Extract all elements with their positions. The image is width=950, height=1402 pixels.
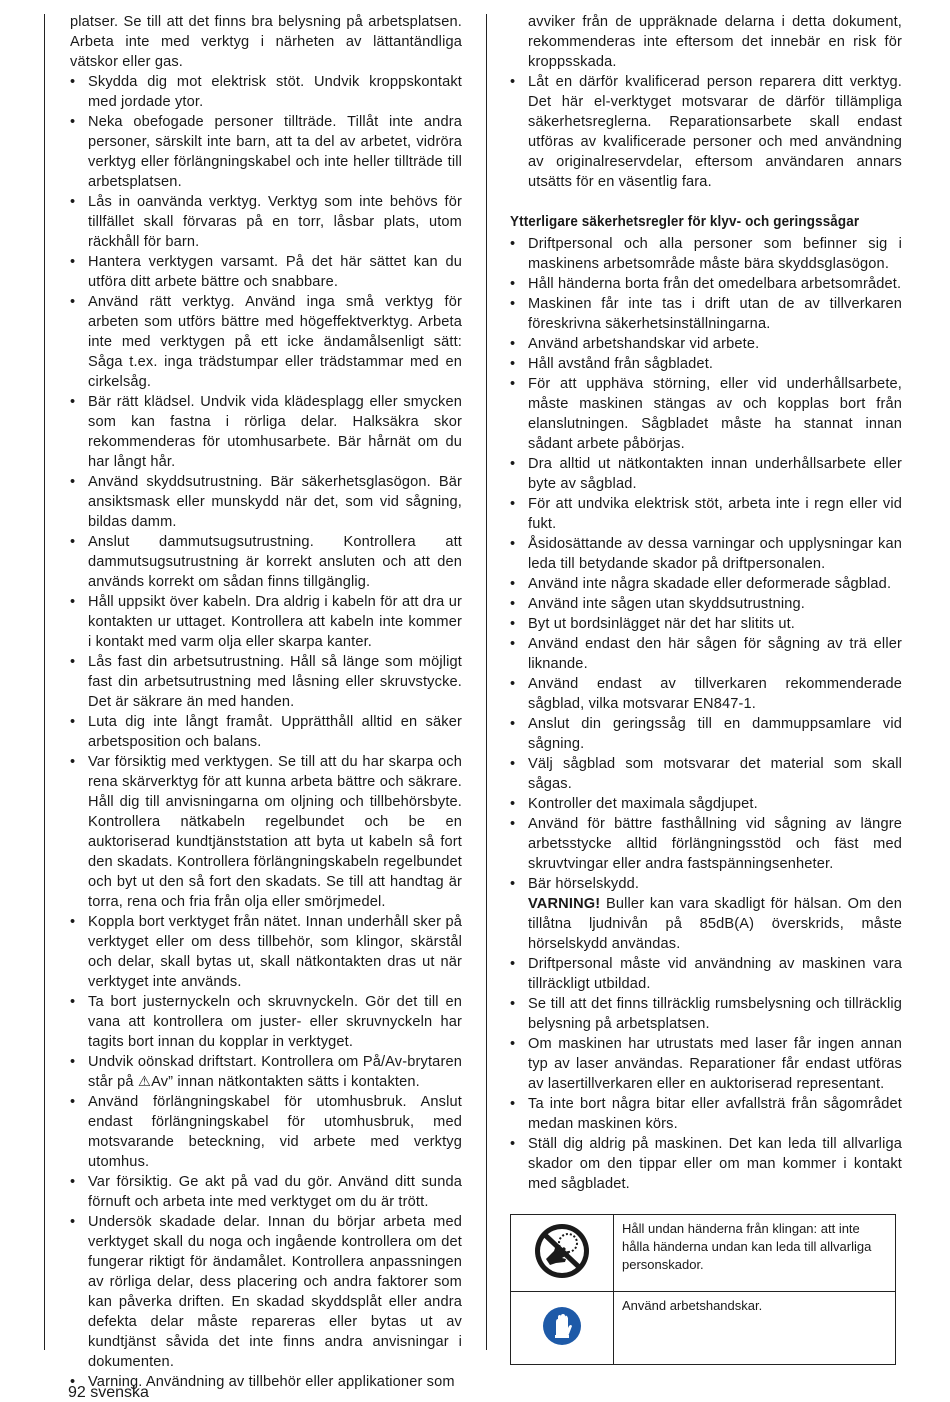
right-column bbox=[510, 12, 902, 1194]
saw-safety-list-continued bbox=[510, 954, 902, 1194]
list-item: • Koppla bort verktyget från nätet. Innan underhåll sker på verktyget eller om dess tillbehör, som klingor, skärstål och delar, skall bytas ut, skall nätkontakten dras ut när verktyget inte används. bbox=[70, 912, 462, 992]
list-item: • Driftpersonal måste vid användning av maskinen vara tillräckligt utbildad. bbox=[510, 954, 902, 994]
list-item: • Var försiktig. Ge akt på vad du gör. Använd ditt sunda förnuft och arbeta inte med verktyget om du är trött. bbox=[70, 1172, 462, 1212]
list-item: • Lås fast din arbetsutrustning. Håll så länge som möjligt fast din arbetsutrustning med låsning eller skruvstycke. Det är säkrare än med handen. bbox=[70, 652, 462, 712]
list-item: • Luta dig inte långt framåt. Upprätthåll alltid en säker arbetsposition och balans. bbox=[70, 712, 462, 752]
symbol-text: Använd arbetshandskar. bbox=[614, 1292, 896, 1365]
list-item: • Använd inte sågen utan skyddsutrustning. bbox=[510, 594, 902, 614]
list-item: • Hantera verktygen varsamt. På det här sättet kan du utföra ditt arbete bättre och snabbare. bbox=[70, 252, 462, 292]
list-item: • Använd rätt verktyg. Använd inga små verktyg för arbeten som utförs bättre med högeffektverktyg. Arbeta inte med verktygen på ett icke ändamålsenligt sätt: Såga t.ex. inga trädstumpar eller trädstammar med en cirkelsåg. bbox=[70, 292, 462, 392]
list-item: • Undvik oönskad driftstart. Kontrollera om På/Av-brytaren står på ⚠Av” innan nätkontakten sätts i kontakten. bbox=[70, 1052, 462, 1092]
warning-text: Buller kan vara skadligt för hälsan. Om den tillåtna ljudnivån på 85dB(A) överskrids, måste hörselskydd användas. bbox=[528, 896, 902, 952]
list-item: • Använd skyddsutrustning. Bär säkerhetsglasögon. Bär ansiktsmask eller munskydd när det, som vid sågning, bildas damm. bbox=[70, 472, 462, 532]
list-item: • Håll uppsikt över kabeln. Dra aldrig i kabeln för att dra ur kontakten ur uttaget. Kontrollera att kabeln inte kommer i kontakt med varm olja eller skarpa kanter. bbox=[70, 592, 462, 652]
list-item: • Byt ut bordsinlägget när det har slitits ut. bbox=[510, 614, 902, 634]
list-item: • Anslut din geringssåg till en dammuppsamlare vid sågning. bbox=[510, 714, 902, 754]
symbol-text: Håll undan händerna från klingan: att inte hålla händerna undan kan leda till allvarliga personskador. bbox=[614, 1215, 896, 1292]
list-item: • Bär hörselskydd. bbox=[510, 874, 902, 894]
list-item: • Ta bort justernyckeln och skruvnyckeln. Gör det till en vana att kontrollera om juster- eller skruvnyckeln har tagits bort innan du kopplar in verktyget. bbox=[70, 992, 462, 1052]
symbol-cell bbox=[511, 1292, 614, 1365]
left-safety-list bbox=[70, 72, 462, 1392]
warning-block bbox=[510, 894, 902, 954]
list-item: • Använd för bättre fasthållning vid sågning av längre arbetsstycke alltid förlängningsstöd och fäst med skruvtvingar eller andra fastspänningsenheter. bbox=[510, 814, 902, 874]
list-item: • För att undvika elektrisk stöt, arbeta inte i regn eller vid fukt. bbox=[510, 494, 902, 534]
warning-label: VARNING! bbox=[528, 896, 601, 912]
list-item: • Ställ dig aldrig på maskinen. Det kan leda till allvarliga skador om den tippar eller om man kommer i kontakt med sågbladet. bbox=[510, 1134, 902, 1194]
list-item: • För att upphäva störning, eller vid underhållsarbete, måste maskinen stängas av och kopplas bort från elanslutningen. Sågbladet måste ha stannat innan sådant arbete påbörjas. bbox=[510, 374, 902, 454]
intro-paragraph: platser. Se till att det finns bra belysning på arbetsplatsen. Arbeta inte med verktyg i närheten av lättantändliga vätskor eller gas. bbox=[70, 14, 462, 70]
list-item: • Välj sågblad som motsvarar det material som skall sågas. bbox=[510, 754, 902, 794]
list-item: • Driftpersonal och alla personer som befinner sig i maskinens arbetsområde måste bära skyddsglasögon. bbox=[510, 234, 902, 274]
list-item: • Skydda dig mot elektrisk stöt. Undvik kroppskontakt med jordade ytor. bbox=[70, 72, 462, 112]
symbol-row bbox=[511, 1292, 896, 1365]
list-item: • Kontroller det maximala sågdjupet. bbox=[510, 794, 902, 814]
page-footer: 92 svenska bbox=[68, 1384, 149, 1401]
list-item: • Dra alltid ut nätkontakten innan underhållsarbete eller byte av sågblad. bbox=[510, 454, 902, 494]
wear-gloves-icon bbox=[542, 1306, 582, 1346]
column-divider bbox=[486, 14, 487, 1350]
symbol-cell bbox=[511, 1215, 614, 1292]
list-item: • Om maskinen har utrustats med laser får ingen annan typ av laser användas. Reparationer får endast utföras av lasertillverkaren eller en auktoriserad representant. bbox=[510, 1034, 902, 1094]
no-hands-near-blade-icon bbox=[532, 1221, 592, 1281]
warning-paragraph bbox=[510, 894, 902, 954]
list-item: • Använd förlängningskabel för utomhusbruk. Anslut endast förlängningskabel för utomhusbruk, med motsvarande beteckning, vid arbete med verktyg utomhus. bbox=[70, 1092, 462, 1172]
left-column bbox=[70, 12, 462, 1392]
list-item: • Håll avstånd från sågbladet. bbox=[510, 354, 902, 374]
list-item: • Lås in oanvända verktyg. Verktyg som inte behövs för tillfället skall förvaras på en torr, låsbar plats, utom räckhåll för barn. bbox=[70, 192, 462, 252]
list-item: • Maskinen får inte tas i drift utan de av tillverkaren föreskrivna säkerhetsinställningarna. bbox=[510, 294, 902, 334]
list-item: • Neka obefogade personer tillträde. Tillåt inte andra personer, särskilt inte barn, att ta del av arbetet, vidröra verktyg eller förlängningskabel och inte heller tillträde till arbetsplatsen. bbox=[70, 112, 462, 192]
section-heading: Ytterligare säkerhetsregler för klyv- och geringssågar bbox=[510, 214, 860, 230]
list-item: • Bär rätt klädsel. Undvik vida klädesplagg eller smycken som kan fastna i rörliga delar. Halksäkra skor rekommenderas för utomhusarbete. Bär hårnät om du har långt hår. bbox=[70, 392, 462, 472]
saw-safety-list bbox=[510, 234, 902, 894]
symbol-table bbox=[510, 1214, 896, 1365]
list-item: • Använd inte några skadade eller deformerade sågblad. bbox=[510, 574, 902, 594]
symbol-row bbox=[511, 1215, 896, 1292]
list-item: • Var försiktig med verktygen. Se till att du har skarpa och rena skärverktyg för att kunna arbeta bättre och säkrare. Håll dig till anvisningarna om oljning och tillbehörsbyte. Kontrollera nätkabeln regelbundet och be en auktoriserad kundtjänststation att byta ut kabeln så fort den skadats. Kontrollera förlängningskabeln regelbundet och byt ut den så fort den skadats. Se till att handtag är torra, rena och fria från olja eller smörjmedel. bbox=[70, 752, 462, 912]
list-item: • Undersök skadade delar. Innan du börjar arbeta med verktyget skall du noga och ingående kontrollera om det fungerar riktigt för ändamålet. Kontrollera anpassningen av rörliga delar, dess placering och andra faktorer som kan påverka driften. En skadad skyddsplåt eller andra defekta delar måste repareras eller bytas ut av kundtjänst såvida det inte finns andra anvisningar i dokumenten. bbox=[70, 1212, 462, 1372]
list-item: • Använd arbetshandskar vid arbete. bbox=[510, 334, 902, 354]
list-item: • Håll händerna borta från det omedelbara arbetsområdet. bbox=[510, 274, 902, 294]
continued-paragraph: avviker från de uppräknade delarna i detta dokument, rekommenderas inte eftersom det innebär en risk för kroppsskada. bbox=[528, 14, 902, 70]
list-item: • Åsidosättande av dessa varningar och upplysningar kan leda till betydande skador på driftpersonalen. bbox=[510, 534, 902, 574]
list-item: • Använd endast den här sågen för sågning av trä eller liknande. bbox=[510, 634, 902, 674]
list-item: • Använd endast av tillverkaren rekommenderade sågblad, vilka motsvarar EN847-1. bbox=[510, 674, 902, 714]
list-item: • Ta inte bort några bitar eller avfallsträ från sågområdet medan maskinen körs. bbox=[510, 1094, 902, 1134]
list-item: • Varning. Användning av tillbehör eller applikationer som bbox=[70, 1372, 462, 1392]
list-item: • Se till att det finns tillräcklig rumsbelysning och tillräcklig belysning på arbetsplatsen. bbox=[510, 994, 902, 1034]
left-margin-rule bbox=[44, 14, 45, 1350]
list-item: • Låt en därför kvalificerad person reparera ditt verktyg. Det här el-verktyget motsvarar de därför tillämpliga säkerhetsreglerna. Reparationsarbete skall endast utföras av kvalificerade personer och med användning av originalreservdelar, eftersom användaren annars utsätts för en väsentlig fara. bbox=[510, 72, 902, 192]
right-safety-list-top bbox=[510, 72, 902, 192]
list-item: • Anslut dammutsugsutrustning. Kontrollera att dammutsugsutrustning är korrekt ansluten och att den används korrekt om sådan finns tillgänglig. bbox=[70, 532, 462, 592]
